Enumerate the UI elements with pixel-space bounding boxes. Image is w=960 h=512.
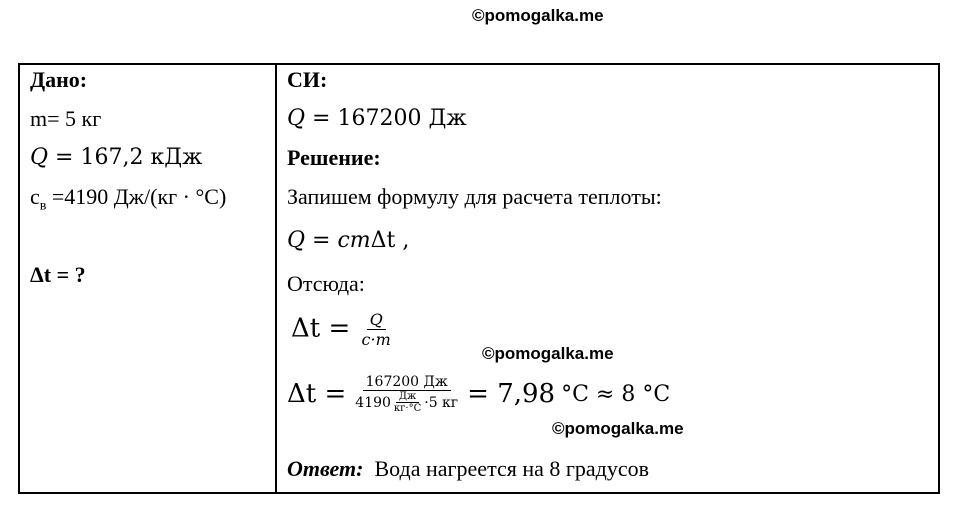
solution-heading: Решение: — [287, 145, 381, 170]
calc-lhs: Δt = — [287, 379, 347, 409]
temperature-formula — [291, 310, 394, 349]
temperature-fraction — [359, 310, 394, 349]
calc-fraction-denominator — [352, 391, 461, 414]
temperature-formula-lhs: Δt = — [291, 313, 351, 344]
si-heat — [287, 105, 467, 133]
watermark-bottom: ©pomogalka.me — [552, 419, 684, 438]
answer-text: Вода нагреется на 8 градусов — [374, 456, 650, 481]
solution-intro: Запишем формулу для расчета теплоты: — [287, 184, 662, 209]
given-capacity-symbol: с — [30, 184, 40, 209]
temperature-fraction-numerator: Q — [367, 310, 386, 330]
given-heat-symbol: Q — [30, 145, 49, 170]
heat-formula-cm: cm — [337, 228, 371, 253]
temperature-fraction-denominator: c·m — [361, 330, 391, 349]
heat-formula-dt: Δt , — [370, 228, 410, 253]
solution-table — [18, 63, 940, 494]
heat-formula — [287, 227, 409, 255]
heat-formula-q: Q — [287, 228, 306, 253]
given-find: Δt = ? — [30, 262, 86, 287]
calc-result: = 7,98 — [467, 379, 556, 409]
given-capacity — [30, 183, 226, 220]
calc-den-value: 4190 — [355, 394, 391, 411]
calc-fraction-numerator: 167200 Дж — [363, 374, 451, 391]
given-capacity-subscript: в — [39, 198, 47, 214]
calc-fraction — [352, 374, 461, 414]
solution-hence: Отсюда: — [287, 271, 365, 296]
heat-formula-eq: = — [305, 228, 338, 253]
answer-line — [287, 455, 649, 483]
calc-den-mass: ·5 кг — [424, 394, 459, 411]
given-mass: m= 5 кг — [30, 106, 102, 131]
calc-result-unit: °С ≈ 8 °С — [561, 381, 671, 407]
calc-den-unit — [391, 391, 424, 414]
calc-den-unit-num: Дж — [396, 391, 419, 403]
watermark-top: ©pomogalka.me — [472, 6, 604, 25]
column-divider — [275, 63, 277, 494]
temperature-calculation — [287, 374, 670, 414]
given-heat — [30, 144, 202, 172]
si-heading: СИ: — [287, 67, 328, 92]
calc-den-unit-den: кг·°С — [393, 403, 422, 414]
given-heat-value: = 167,2 кДж — [48, 145, 203, 170]
si-heat-value: = 167200 Дж — [305, 106, 467, 131]
si-heat-symbol: Q — [287, 106, 306, 131]
given-heading: Дано: — [30, 67, 88, 92]
watermark-middle: ©pomogalka.me — [482, 344, 614, 363]
answer-label: Ответ: — [287, 456, 364, 481]
given-capacity-value: =4190 Дж/(кг · °С) — [46, 184, 227, 209]
